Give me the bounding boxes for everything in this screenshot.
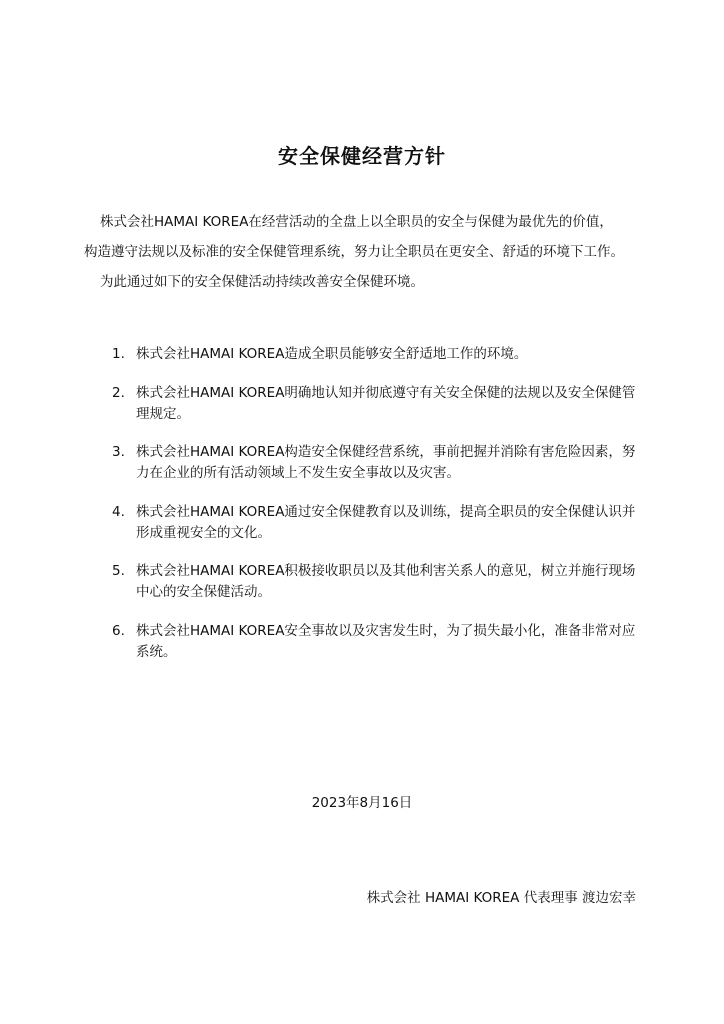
- policy-list: [112, 344, 647, 680]
- intro-line-2: 构造遵守法规以及标准的安全保健管理系统，努力让全职员在更安全、舒适的环境下工作。: [84, 244, 624, 260]
- intro-line-3: 为此通过如下的安全保健活动持续改善安全保健环境。: [100, 274, 424, 290]
- signature-line: 株式会社 HAMAI KOREA 代表理事 渡边宏幸: [366, 890, 636, 906]
- policy-text: 株式会社HAMAI KOREA积极接收职员以及其他利害关系人的意见，树立并施行现场中心的安全保健活动。: [136, 563, 636, 600]
- policy-number: 6.: [112, 622, 125, 639]
- policy-number: 5.: [112, 563, 125, 579]
- policy-number: 2.: [112, 384, 125, 401]
- document-title: 安全保健经营方针: [278, 144, 446, 168]
- policy-text: 株式会社HAMAI KOREA通过安全保健教育以及训练，提高全职员的安全保健认识并形成重视安全的文化。: [136, 503, 636, 541]
- policy-item-3: [112, 442, 647, 484]
- policy-item-1: [112, 344, 647, 365]
- policy-text: 株式会社HAMAI KOREA构造安全保健经营系统，事前把握并消除有害危险因素，努力在企业的所有活动领域上不发生安全事故以及灾害。: [136, 444, 636, 481]
- intro-line-1: 株式会社HAMAI KOREA在经营活动的全盘上以全职员的安全与保健为最优先的价值，: [100, 214, 613, 230]
- policy-item-4: [112, 502, 647, 544]
- intro-paragraph: [84, 207, 664, 297]
- policy-item-5: [112, 561, 647, 603]
- policy-text: 株式会社HAMAI KOREA安全事故以及灾害发生时，为了损失最小化，准备非常对应系统。: [136, 622, 636, 660]
- policy-item-2: [112, 383, 647, 425]
- policy-item-6: [112, 621, 647, 663]
- policy-number: 4.: [112, 503, 125, 520]
- policy-number: 3.: [112, 444, 125, 460]
- policy-text: 株式会社HAMAI KOREA明确地认知并彻底遵守有关安全保健的法规以及安全保健管理规定。: [136, 384, 636, 422]
- policy-number: 1.: [112, 346, 125, 362]
- document-date: 2023年8月16日: [311, 795, 413, 811]
- policy-text: 株式会社HAMAI KOREA造成全职员能够安全舒适地工作的环境。: [136, 346, 528, 362]
